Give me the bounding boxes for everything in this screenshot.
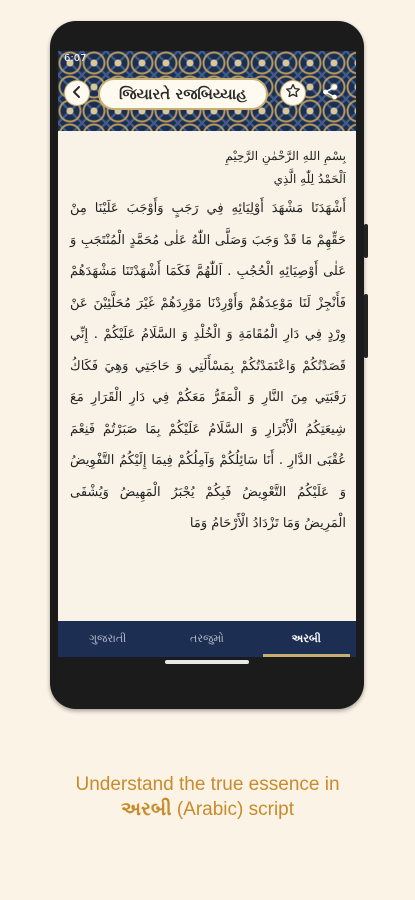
prayer-text[interactable]	[58, 131, 356, 621]
language-tabs	[58, 621, 356, 657]
hamd-line: اَلْحَمْدُ لِلّٰهِ الَّذِي	[273, 172, 346, 186]
app-header	[58, 51, 356, 131]
share-icon	[321, 83, 339, 105]
phone-side-button	[364, 224, 368, 258]
status-time: 6:07	[64, 53, 87, 64]
star-icon	[285, 83, 301, 103]
title-bar	[64, 78, 348, 110]
favorite-button[interactable]	[280, 80, 306, 106]
page-title: જિયારતે રજબિય્યાહ	[98, 78, 268, 110]
caption-line-1: Understand the true essence in	[75, 774, 340, 795]
caption-rest: (Arabic) script	[171, 799, 295, 820]
share-button[interactable]	[318, 82, 342, 106]
tab-translation[interactable]: તરજુમો	[190, 632, 224, 645]
tab-arabic[interactable]: અરબી	[257, 621, 356, 657]
chevron-left-icon	[70, 84, 84, 103]
phone-volume-button	[364, 294, 368, 358]
phone-frame	[50, 21, 364, 709]
back-button[interactable]	[64, 80, 90, 106]
bismillah-line: بِسْمِ اللهِ الرَّحْمٰنِ الرَّحِيْمِ	[225, 149, 346, 163]
caption-highlight: અરબી	[120, 799, 172, 820]
tab-gujarati[interactable]: ગુજરાતી	[89, 632, 127, 645]
app-screen	[58, 51, 356, 657]
home-indicator[interactable]	[165, 660, 249, 664]
caption-line-2	[0, 797, 415, 822]
promo-caption	[0, 772, 415, 822]
arabic-body-text: أَشْهَدَنَا مَشْهَدَ أَوْلِيَائِهِ فِي رَجَبٍ وَأَوْجَبَ عَلَيْنَا مِنْ حَقِّهِمْ مَا قَدْ وَجَبَ وَصَلَّى اللّٰهُ عَلٰى مُحَمَّدٍ الْمُنْتَجَبِ وَ عَلٰى أَوْصِيَائِهِ الْحُجُبِ . اَللّٰهُمَّ فَكَمَا أَشْهَدْتَنَا مَشْهَدَهُمْ فَأَنْجِزْ لَنَا مَوْعِدَهُمْ وَأَوْرِدْنَا مَوْرِدَهُمْ غَيْرَ مُحَلَّئِيْنَ عَنْ وِرْدٍ فِي دَارِ الْمُقَامَةِ وَ الْخُلْدِ وَ السَّلَامُ عَلَيْكُمْ . إِنِّي قَصَدْتُكُمْ وَاعْتَمَدْتُكُمْ بِمَسْأَلَتِي وَ حَاجَتِي وَهِيَ فَكَاكُ رَقَبَتِي مِنَ النَّارِ وَ الْمَقَرُّ مَعَكُمْ فِي دَارِ الْقَرَارِ مَعَ شِيعَتِكُمُ الْأَبْرَارِ وَ السَّلَامُ عَلَيْكُمْ بِمَا صَبَرْتُمْ فَنِعْمَ عُقْبَى الدَّارِ . أَنَا سَائِلُكُمْ وَآمِلُكُمْ فِيمَا إِلَيْكُمُ التَّفْوِيضُ وَ عَلَيْكُمُ التَّعْوِيضُ فَبِكُمْ يُجْبَرُ الْمَهِيضُ وَيُشْفَى الْمَرِيضُ وَمَا تَزْدَادُ الْأَرْحَامُ وَمَا	[70, 201, 346, 531]
